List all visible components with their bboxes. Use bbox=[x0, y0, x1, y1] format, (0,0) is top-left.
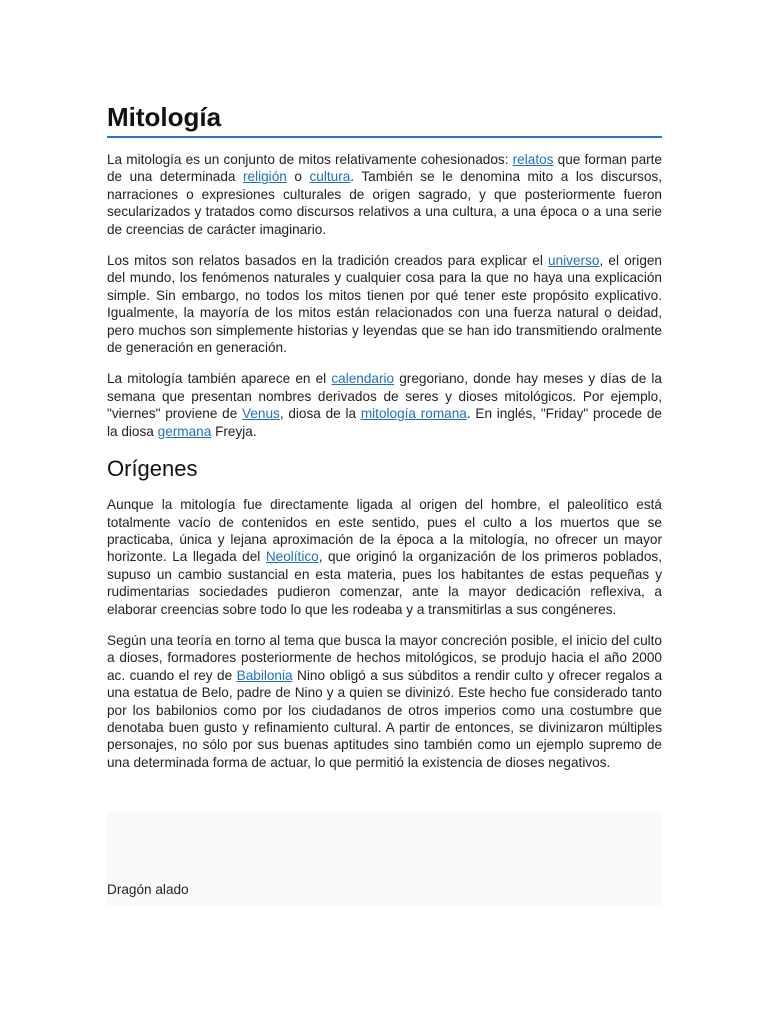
paragraph-text: Aunque la mitología fue directamente ligada al origen del hombre, el paleolítico está totalmente vacío de contenidos en este sentido, pues el culto a los muertos que se practicaba, única y lejana aproximación de la época a la mitología, no ofrecer un mayor horizonte. La llegada del bbox=[107, 497, 662, 565]
link-venus[interactable]: Venus bbox=[242, 406, 280, 422]
paragraph-text: La mitología es un conjunto de mitos relativamente cohesionados: bbox=[107, 152, 513, 167]
paragraph-text: La mitología también aparece en el bbox=[107, 371, 332, 387]
page-title: Mitología bbox=[107, 100, 662, 138]
paragraph-text: , que originó la organización de los primeros poblados, supuso un cambio sustancial en esta materia, pues los habitantes de estas pequeñas y rudimentarias sociedades pudieron comenzar, ante la mayor dedicación reflexiva, a elaborar creencias sobre todo lo que les rodeaba y a transmitirlas a sus congéneres. bbox=[107, 549, 662, 617]
paragraph-text: . También se le denomina mito a los discursos, narraciones o expresiones culturales de origen sagrado, y que posteriormente fueron secularizados y tratados como discursos relativos a una cultura, a una época o a una serie de creencias de carácter imaginario. bbox=[107, 169, 662, 237]
paragraph-origins bbox=[107, 496, 662, 618]
paragraph-myths bbox=[107, 252, 662, 356]
link-cultura[interactable]: cultura bbox=[309, 169, 351, 185]
section-heading-origenes: Orígenes bbox=[107, 456, 198, 482]
figure-caption: Dragón alado bbox=[107, 882, 189, 897]
paragraph-text: . En inglés, "Friday" procede de la diosa bbox=[107, 406, 662, 439]
paragraph-text: , el origen del mundo, los fenómenos naturales y cualquier cosa para la que no haya una explicación simple. Sin embargo, no todos los mitos tienen por qué tener este propósito explicativo. Igualmente, la mayoría de los mitos están relacionados con una fuerza natural o deidad, pero muchos son simplemente historias y leyendas que se han ido transmitiendo oralmente de generación en generación. bbox=[107, 253, 662, 356]
paragraph-theory bbox=[107, 632, 662, 771]
link-mitologia-romana[interactable]: mitología romana bbox=[360, 406, 467, 422]
document-page bbox=[107, 100, 662, 771]
paragraph-text: o bbox=[286, 169, 310, 185]
paragraph-text: Los mitos son relatos basados en la tradición creados para explicar el bbox=[107, 253, 549, 269]
paragraph-text: que forman parte de una determinada bbox=[107, 152, 662, 185]
paragraph-text: Freyja. bbox=[211, 423, 257, 439]
figure-image-placeholder bbox=[107, 811, 662, 906]
paragraph-intro bbox=[107, 151, 662, 238]
link-germana[interactable]: germana bbox=[157, 423, 212, 439]
paragraph-calendar bbox=[107, 370, 662, 440]
link-religion[interactable]: religión bbox=[243, 169, 287, 185]
link-babilonia[interactable]: Babilonia bbox=[236, 667, 293, 683]
paragraph-text: , diosa de la bbox=[279, 406, 361, 422]
paragraph-text: Según una teoría en torno al tema que busca la mayor concreción posible, el inicio del culto a dioses, formadores posteriormente de hechos mitológicos, se produjo hacia el año 2000 ac. cuando el rey de bbox=[107, 632, 662, 683]
paragraph-text: Nino obligó a sus súbditos a rendir culto y ofrecer regalos a una estatua de Belo, padre de Nino y a quien se divinizó. Este hecho fue considerado tanto por los babilonios como por los ciudadanos de otros imperios como una costumbre que denotaba buen gusto y refinamiento cultural. A partir de entonces, se divinizaron múltiples personajes, no sólo por sus buenas aptitudes sino también como un ejemplo supremo de una determinada forma de actuar, lo que permitió la existencia de dioses negativos. bbox=[107, 667, 663, 770]
link-calendario[interactable]: calendario bbox=[331, 371, 395, 387]
link-neolitico[interactable]: Neolítico bbox=[265, 549, 319, 565]
link-universo[interactable]: universo bbox=[548, 253, 600, 269]
paragraph-text: gregoriano, donde hay meses y días de la semana que presentan nombres derivados de seres y dioses mitológicos. Por ejemplo, "viernes" proviene de bbox=[107, 371, 662, 422]
link-relatos[interactable]: relatos bbox=[512, 152, 554, 167]
